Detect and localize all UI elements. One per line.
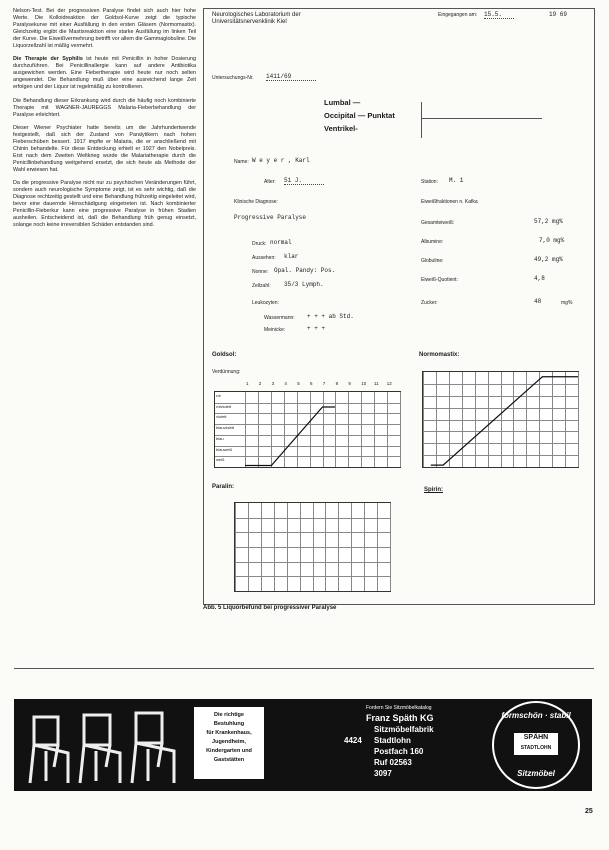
zucker-label: Zucker: — [421, 300, 438, 306]
leukozyten-label: Leukozyten: — [252, 300, 279, 306]
ad-slogan-line: Jugendheim, — [212, 739, 246, 745]
ad-slogan-line: für Krankenhaus, — [206, 730, 252, 736]
dilution-label: 11 — [374, 381, 379, 386]
druck-value: normal — [270, 239, 292, 246]
paragraph-text: ist heute mit Penicillin in hoher Dosierung durchzuführen. Bei Penicillinallergie kann auf andere Antibiotika ausgewichen werden. Eine Fiebertherapie wird heute nur noch selten angewendet. Die Behandlung muß über eine ausreichend lange Zeit erfolgen und der Liquor ist regelmäßig zu kontrollieren. — [13, 56, 196, 91]
dilution-label: 4 — [284, 381, 287, 386]
ad-slogan-line: Kindergarten und — [206, 748, 252, 754]
ad-postfach: Postfach 160 — [374, 747, 424, 756]
ad-intro: Fordern Sie Sitzmöbelkatalog — [366, 705, 432, 711]
name-label: Name: — [234, 159, 249, 165]
paragraph — [13, 56, 196, 91]
ad-company-line2: Sitzmöbelfabrik — [374, 725, 434, 734]
liquor-report-form — [203, 8, 595, 605]
dilution-label: 3 — [271, 381, 275, 386]
ad-slogan-line: Gaststätten — [213, 757, 245, 763]
paralin-label: Paralin: — [212, 484, 235, 490]
dilution-label: 2 — [258, 381, 262, 386]
figure-caption: Abb. 5 Liquorbefund bei progressiver Paralyse — [203, 605, 337, 611]
dilution-label: 6 — [310, 381, 313, 386]
station-label: Station: — [421, 179, 438, 185]
alter-label: Alter: — [264, 179, 276, 185]
ad-phone: Ruf 02563 — [374, 758, 412, 767]
dilution-label: 1 — [246, 381, 249, 386]
dilution-label: 8 — [335, 381, 339, 386]
goldsol-chart — [214, 391, 401, 468]
name-value: W e y e r , Karl — [252, 157, 310, 164]
station-value: M. 1 — [449, 177, 464, 184]
curve-line — [245, 407, 335, 466]
row-label: rotviolett — [216, 403, 232, 409]
ad-badge-top: SPÄHN — [523, 734, 549, 741]
quotient-label: Eiweiß-Quotient: — [421, 277, 458, 283]
punktion-lumbal: Lumbal — — [324, 98, 361, 107]
dilution-label: 5 — [297, 381, 300, 386]
punktion-occipital: Occipital — Punktat — [324, 111, 395, 120]
ad-ring-top: formschön · stabil — [501, 711, 571, 720]
grid-line — [235, 576, 390, 577]
meinicke-value: + + + — [307, 325, 326, 332]
paragraph: Die Behandlung dieser Erkrankung wird durch die häufig noch kombinierte Therapie mit WAGNER-JAUREGGS Malaria-Fieberbehandlung der Paralyse erleichtert. — [13, 97, 196, 118]
dilution-label: 12 — [386, 381, 392, 386]
ad-city: Stadtlohn — [374, 736, 411, 745]
grid-line — [235, 562, 390, 563]
received-date: 15.5. — [484, 11, 514, 19]
institute-header: Neurologisches Laboratorium der Universitätsnervenklinik Kiel — [212, 12, 301, 25]
zucker-unit: mg% — [561, 300, 573, 306]
chairs-icon — [24, 705, 179, 787]
paragraph-lead: Die Therapie der Syphilis — [13, 56, 83, 63]
grid-line — [235, 547, 390, 548]
article-column — [13, 8, 196, 235]
curve-line — [431, 377, 578, 465]
quotient-value: 4,8 — [534, 275, 545, 282]
wassermann-value: + + + ab Std. — [307, 313, 354, 320]
zucker-value: 48 — [534, 298, 542, 305]
paralin-chart — [234, 502, 391, 592]
curve — [215, 392, 400, 467]
received-year: 19 69 — [549, 11, 568, 18]
grid-line — [235, 532, 390, 533]
punktion-options — [324, 96, 395, 135]
zellzahl-label: Zellzahl: — [252, 283, 271, 289]
nonne-value: Opal. Pandy: Pos. — [274, 267, 336, 274]
row-label: blauviolett — [216, 425, 235, 431]
page-number: 25 — [585, 808, 593, 815]
gesamteiweiss-value: 57,2 mg% — [534, 218, 563, 225]
curve — [423, 372, 578, 467]
wassermann-label: Wassermann: — [264, 315, 295, 321]
stamp-box — [421, 102, 542, 138]
row-label: weiß — [216, 457, 225, 463]
globuline-label: Globuline: — [421, 258, 444, 264]
received-label: Eingegangen am: — [438, 12, 478, 18]
untersuchungs-number: 1411/69 — [266, 73, 316, 81]
aussehen-value: klar — [284, 253, 299, 260]
row-label: violett — [216, 414, 227, 420]
globuline-value: 49,2 mg% — [534, 256, 563, 263]
grid-line — [390, 503, 391, 591]
goldsol-label: Goldsol: — [212, 352, 237, 358]
alter-value: 51 J. — [284, 177, 324, 185]
ad-ring-bottom: Sitzmöbel — [517, 769, 555, 778]
punktion-ventrikel: Ventrikel- — [324, 124, 358, 133]
divider — [14, 668, 594, 669]
druck-label: Druck: — [252, 241, 267, 247]
albumine-value: 7,0 mg% — [539, 237, 565, 244]
diagnosis-value: Progressive Paralyse — [234, 214, 307, 221]
paragraph: Dieser Wiener Psychiater hatte bereits um die Jahrhundertwende festgestellt, daß sich der Zustand von Paralytikern nach hohen Fieberschüben bessert. 1917 impfte er Malaria, die er anschließend mit Chinin behandelte. Für diese Entdeckung erhielt er 1927 den Nobelpreis. Erst nach dem Zweiten Weltkrieg wurde die Malariatherapie durch die Penicillinbehandlung weitgehend ersetzt, die sich heute als Methode der Wahl erwiesen hat. — [13, 124, 196, 173]
mastix-chart — [422, 371, 579, 468]
paragraph: Da die progressive Paralyse nicht nur zu psychischen Veränderungen führt, sondern auch neurologische Symptome zeigt, ist es sehr wichtig, daß die Diagnose rechtzeitig gestellt und eine Behandlung frühzeitig eingeleitet wird, bevor eine dauernde Hirnschädigung eingetreten ist. Nach kombinierter Penicillin-Fieberkur kann eine progressive Paralyse in frühen Stadien ausheilen. Entscheidend ist, daß die Behandlung früh genug einsetzt, solange noch keine irreversiblen Schäden entstanden sind. — [13, 179, 196, 229]
gesamteiweiss-label: Gesamteiweiß: — [421, 220, 455, 226]
ad-company-name: Franz Späth KG — [366, 713, 434, 723]
klinische-diagnose-label: Klinische Diagnose: — [234, 199, 278, 205]
dilution-label: 9 — [348, 381, 351, 386]
meinicke-label: Meinicke: — [264, 327, 286, 333]
ad-slogan-line: Bestuhlung — [213, 721, 245, 727]
dilution-label: 10 — [361, 381, 367, 386]
ad-zip: 4424 — [344, 736, 362, 745]
row-label: blauweiß — [216, 446, 233, 452]
untersuchungs-label: Untersuchungs-Nr. — [212, 75, 254, 81]
paragraph: Nelson-Test. Bei der progressiven Paralyse findet sich auch hier hohe Werte. Die Kolloidreaktion der Goldsol-Kurve zeigt die typische Paralysekurve mit einer Ausfällung in den ersten Gläsern (Normomastix). Gleichzeitig ergibt die Mastixreaktion eine starke Ausfällung im linken Teil der Kurve. Die Eiweißvermehrung betrifft vor allem die Gammaglobuline. Die Liquorzellzahl ist mäßig vermehrt. — [13, 8, 196, 50]
dilution-label: 7 — [322, 381, 326, 386]
ad-slogan-box — [194, 707, 264, 779]
row-label: rot — [216, 393, 221, 398]
albumine-label: Albumine: — [421, 239, 444, 245]
nonne-label: Nonne: — [252, 269, 269, 275]
ad-badge-bottom: STADTLOHN — [520, 745, 552, 751]
grid-line — [235, 518, 390, 519]
zellzahl-value: 35/3 Lymph. — [284, 281, 324, 288]
ad-phone2: 3097 — [374, 769, 392, 778]
eiweiss-label: Eiweißfraktionen n. Kafka — [421, 199, 478, 205]
ad-badge — [514, 733, 558, 755]
spirin-label: Spirin: — [424, 487, 443, 493]
row-label: blau — [216, 435, 224, 441]
mastix-label: Normomastix: — [419, 352, 460, 358]
aussehen-label: Aussehen: — [252, 255, 276, 261]
grid-line — [578, 372, 579, 467]
chair-advertisement — [14, 699, 592, 791]
ad-slogan-line: Die richtige — [214, 712, 244, 718]
grid-line — [400, 392, 401, 467]
goldsol-verduennung-label: Verdünnung: — [212, 369, 241, 375]
